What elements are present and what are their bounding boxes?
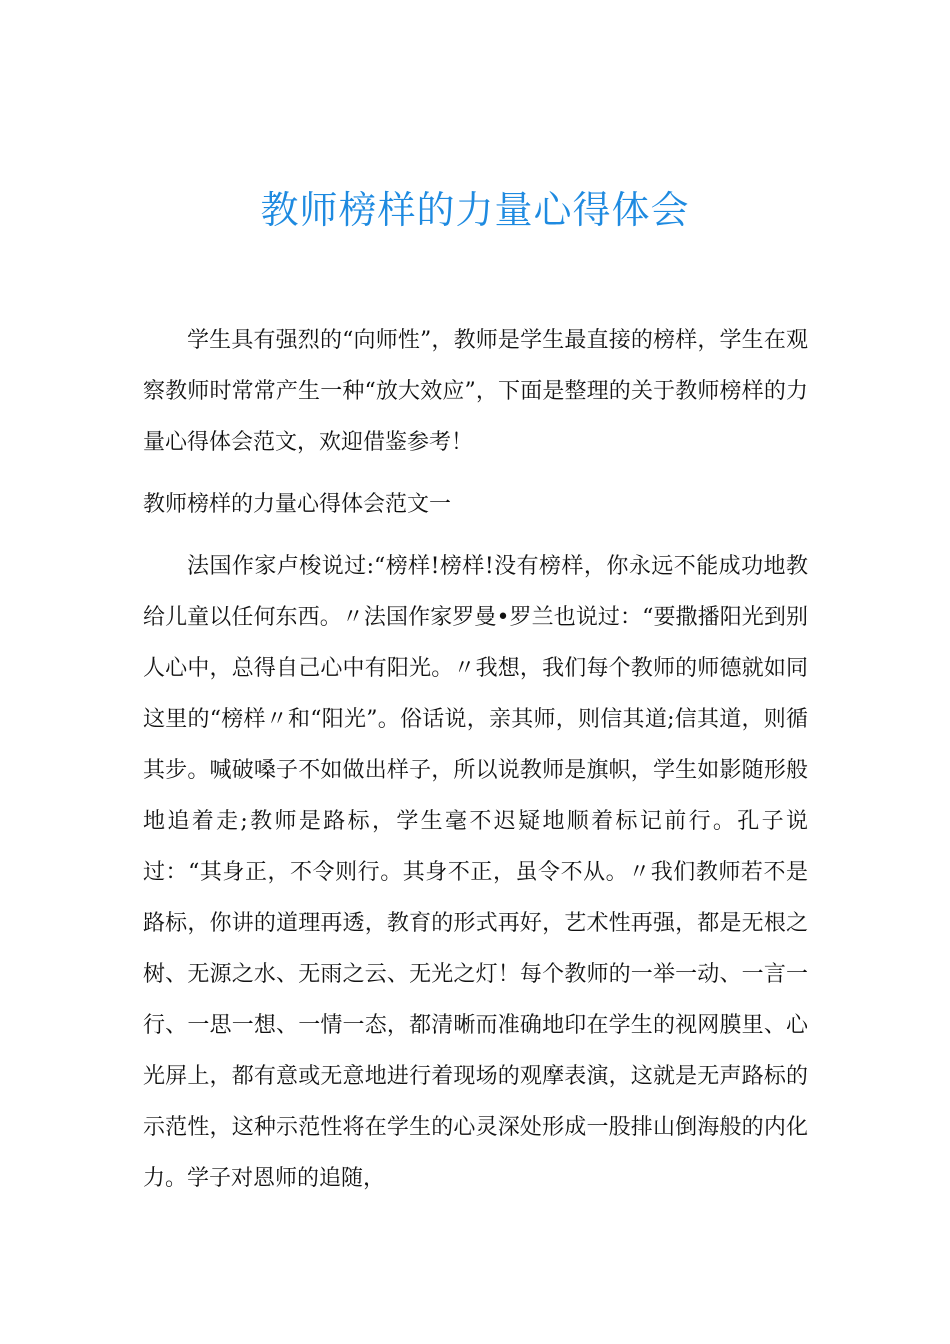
document-body	[143, 315, 808, 1204]
section-heading: 教师榜样的力量心得体会范文一	[143, 492, 452, 517]
body-paragraph: 法国作家卢梭说过:“榜样!榜样!没有榜样，你永远不能成功地教给儿童以任何东西。〃法国作家罗曼•罗兰也说过：“要撒播阳光到别人心中，总得自己心中有阳光。〃我想，我们每个教师的师德就如同这里的“榜样〃和“阳光”。俗话说，亲其师，则信其道;信其道，则循其步。喊破嗓子不如做出样子，所以说教师是旗帜，学生如影随形般地追着走;教师是路标，学生毫不迟疑地顺着标记前行。孔子说过：“其身正，不令则行。其身不正，虽令不从。〃我们教师若不是路标，你讲的道理再透，教育的形式再好，艺术性再强，都是无根之树、无源之水、无雨之云、无光之灯！每个教师的一举一动、一言一行、一思一想、一情一态，都清晰而准确地印在学生的视网膜里、心光屏上，都有意或无意地进行着现场的观摩表演，这就是无声路标的示范性，这种示范性将在学生的心灵深处形成一股排山倒海般的内化力。学子对恩师的追随，	[143, 554, 808, 1191]
document-title: 教师榜样的力量心得体会	[260, 188, 690, 232]
intro-paragraph: 学生具有强烈的“向师性”，教师是学生最直接的榜样，学生在观察教师时常常产生一种“放大效应”，下面是整理的关于教师榜样的力量心得体会范文，欢迎借鉴参考！	[143, 328, 808, 455]
